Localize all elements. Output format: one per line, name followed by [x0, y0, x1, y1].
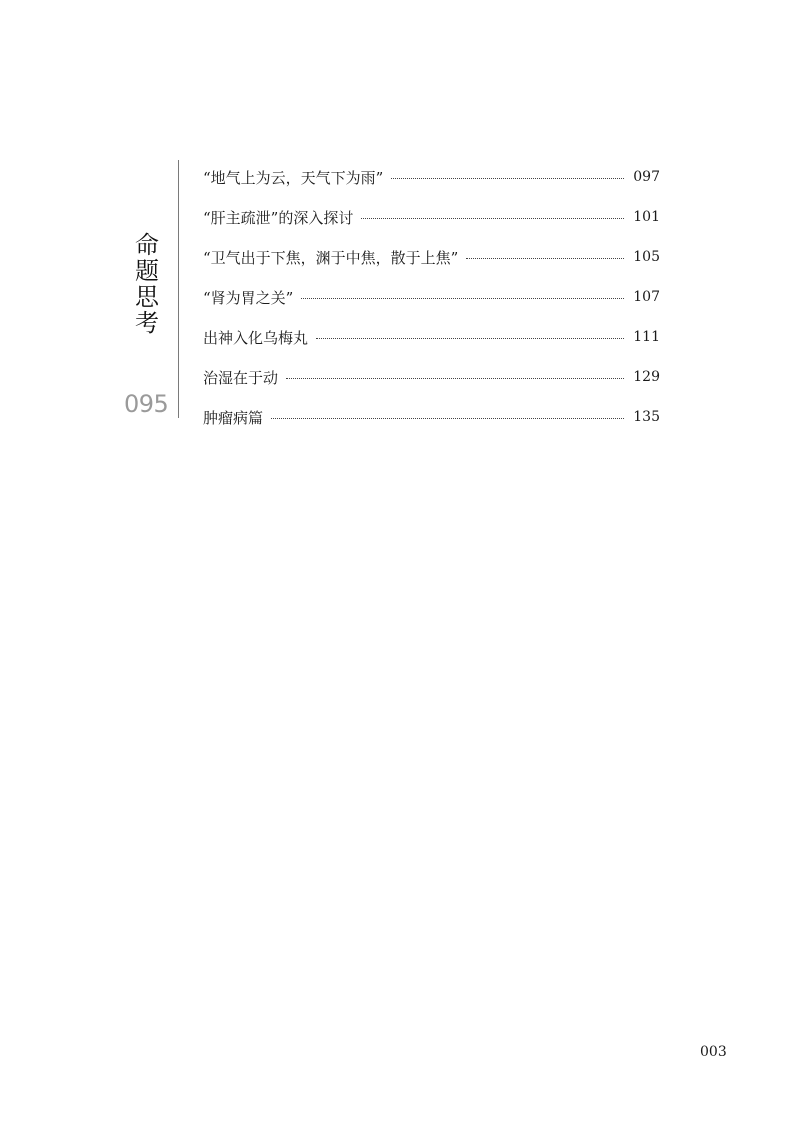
page-number: 003 — [700, 1044, 727, 1060]
toc-entry-title: “肾为胃之关” — [203, 288, 294, 307]
toc-entry[interactable] — [203, 157, 660, 197]
toc-entry-title: 肿瘤病篇 — [203, 408, 264, 427]
section-start-page: 095 — [124, 390, 169, 418]
vertical-divider — [178, 160, 179, 418]
toc-leader-dots — [361, 218, 624, 219]
toc-leader-dots — [316, 338, 624, 339]
toc-entry-page: 097 — [633, 169, 660, 185]
section-title-char: 命 — [135, 231, 159, 259]
toc-entry-page: 107 — [633, 289, 660, 305]
toc-entry-page: 129 — [633, 369, 660, 385]
toc-leader-dots — [466, 258, 624, 259]
toc-entry[interactable] — [203, 317, 660, 357]
toc-leader-dots — [301, 298, 624, 299]
toc-entry[interactable] — [203, 237, 660, 277]
toc-entry-title: 出神入化乌梅丸 — [203, 328, 309, 347]
toc-entry-title: 治湿在于动 — [203, 368, 279, 387]
toc-leader-dots — [391, 178, 624, 179]
section-title — [130, 232, 164, 336]
section-title-char: 题 — [135, 257, 159, 285]
toc-entry[interactable] — [203, 357, 660, 397]
toc-leader-dots — [271, 418, 624, 419]
toc-entry-page: 135 — [633, 409, 660, 425]
toc-entry-page: 111 — [633, 329, 660, 345]
section-title-char: 思 — [135, 283, 159, 311]
section-title-char: 考 — [135, 309, 159, 337]
toc-entry-page: 101 — [633, 209, 660, 225]
toc-entry-title: “卫气出于下焦，渊于中焦，散于上焦” — [203, 248, 459, 267]
toc-entry-title: “地气上为云，天气下为雨” — [203, 168, 384, 187]
toc-entry[interactable] — [203, 197, 660, 237]
toc-entry-page: 105 — [633, 249, 660, 265]
toc-entry[interactable] — [203, 397, 660, 437]
toc-entry[interactable] — [203, 277, 660, 317]
toc-leader-dots — [286, 378, 624, 379]
toc-entry-title: “肝主疏泄”的深入探讨 — [203, 208, 354, 227]
table-of-contents — [203, 157, 660, 437]
